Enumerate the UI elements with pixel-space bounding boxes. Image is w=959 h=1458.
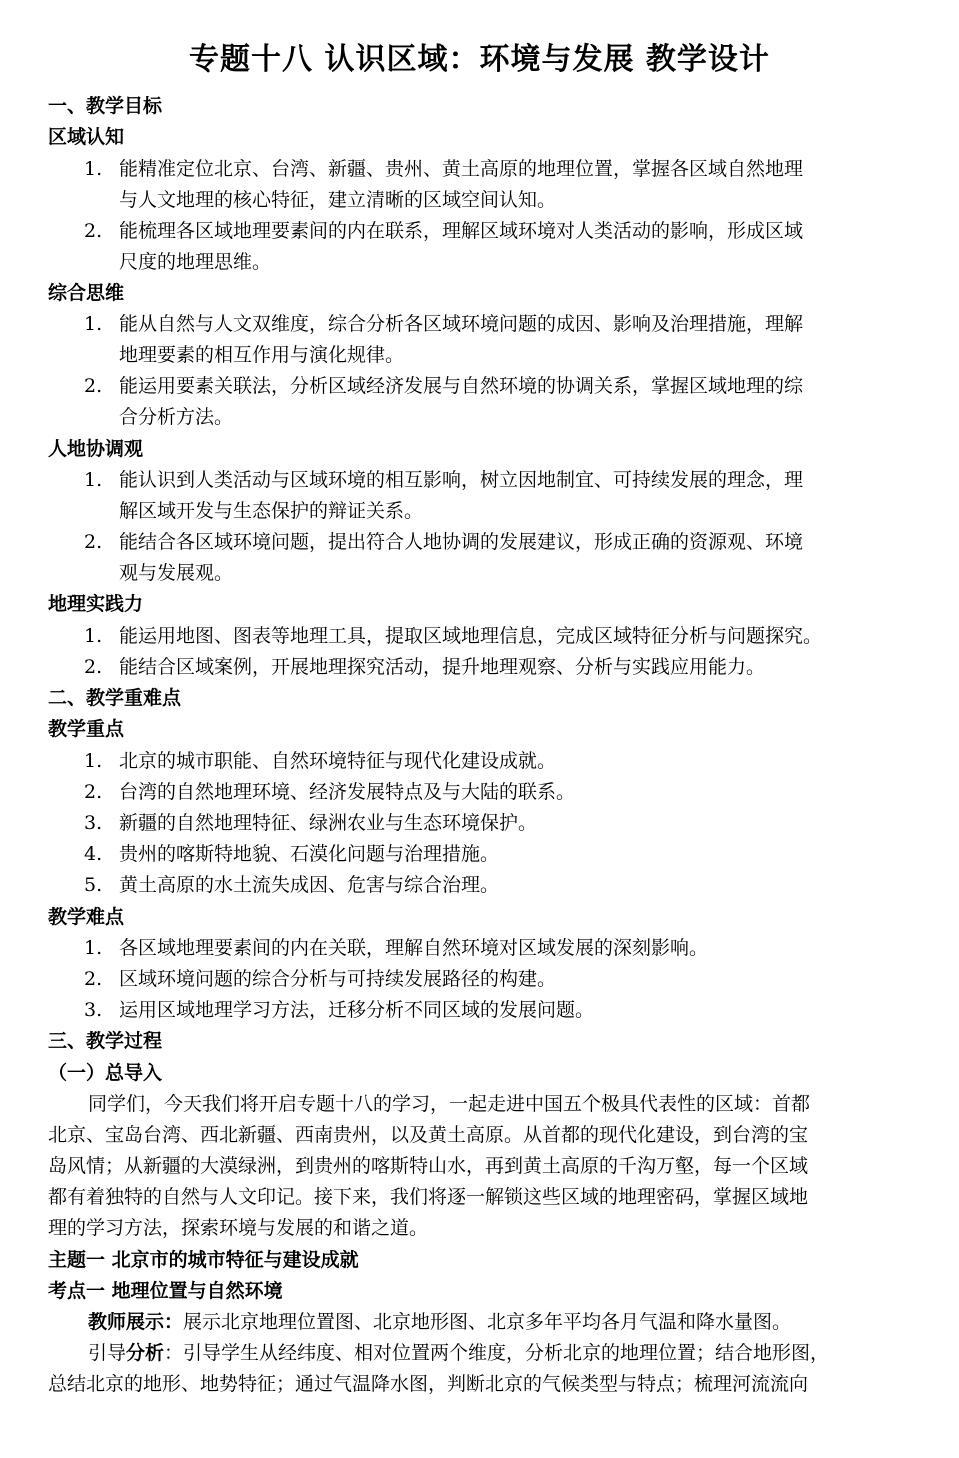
subheading-intro: （一）总导入 [48, 1062, 163, 1084]
list-number: 1. [84, 937, 103, 959]
list-item-continuation: 合分析方法。 [119, 406, 234, 428]
list-number: 1. [84, 469, 103, 491]
intro-paragraph-line: 同学们，今天我们将开启专题十八的学习，一起走进中国五个极具代表性的区域：首都 [88, 1093, 811, 1115]
list-number: 4. [84, 843, 103, 865]
list-number: 1. [84, 750, 103, 772]
list-item: 能精准定位北京、台湾、新疆、贵州、黄土高原的地理位置，掌握各区域自然地理 [119, 158, 804, 180]
list-item-continuation: 与人文地理的核心特征，建立清晰的区域空间认知。 [119, 189, 557, 211]
list-number: 2. [84, 375, 103, 397]
intro-paragraph-line: 都有着独特的自然与人文印记。接下来，我们将逐一解锁这些区域的地理密码，掌握区域地 [48, 1186, 809, 1208]
subheading-human-earth: 人地协调观 [48, 438, 144, 460]
list-item-continuation: 观与发展观。 [119, 562, 234, 584]
list-number: 5. [84, 874, 103, 896]
list-item: 能运用地图、图表等地理工具，提取区域地理信息，完成区域特征分析与问题探究。 [119, 625, 823, 647]
list-item: 能结合各区域环境问题，提出符合人地协调的发展建议，形成正确的资源观、环境 [119, 531, 804, 553]
list-number: 3. [84, 812, 103, 834]
list-number: 1. [84, 313, 103, 335]
section-heading-key-points: 二、教学重难点 [48, 687, 182, 709]
teacher-display-label: 教师展示： [88, 1311, 184, 1333]
document-title: 专题十八 认识区域：环境与发展 教学设计 [189, 42, 770, 77]
list-item: 北京的城市职能、自然环境特征与现代化建设成就。 [119, 750, 557, 772]
topic-heading: 主题一 北京市的城市特征与建设成就 [48, 1249, 359, 1271]
list-item: 区域环境问题的综合分析与可持续发展路径的构建。 [119, 968, 557, 990]
exam-point-heading: 考点一 地理位置与自然环境 [48, 1280, 283, 1302]
guide-analysis-line [88, 1338, 829, 1368]
list-item: 黄土高原的水土流失成因、危害与综合治理。 [119, 874, 500, 896]
list-item: 能梳理各区域地理要素间的内在联系，理解区域环境对人类活动的影响，形成区域 [119, 220, 804, 242]
section-heading-process: 三、教学过程 [48, 1030, 163, 1052]
subheading-difficulties: 教学难点 [48, 906, 125, 928]
teacher-display-line [88, 1307, 791, 1337]
list-item: 能运用要素关联法，分析区域经济发展与自然环境的协调关系，掌握区域地理的综 [119, 375, 804, 397]
list-number: 1. [84, 625, 103, 647]
list-number: 2. [84, 656, 103, 678]
guide-analysis-continuation: 总结北京的地形、地势特征；通过气温降水图，判断北京的气候类型与特点；梳理河流流向 [48, 1373, 809, 1395]
list-item-continuation: 地理要素的相互作用与演化规律。 [119, 344, 405, 366]
guide-label-a: 引导 [88, 1342, 127, 1364]
list-item: 能认识到人类活动与区域环境的相互影响，树立因地制宜、可持续发展的理念，理 [119, 469, 804, 491]
list-number: 3. [84, 999, 103, 1021]
list-number: 2. [84, 531, 103, 553]
subheading-practice: 地理实践力 [48, 593, 144, 615]
subheading-regional-cognition: 区域认知 [48, 126, 125, 148]
list-number: 2. [84, 968, 103, 990]
list-item: 能从自然与人文双维度，综合分析各区域环境问题的成因、影响及治理措施，理解 [119, 313, 804, 335]
section-heading-objectives: 一、教学目标 [48, 95, 163, 117]
list-item: 贵州的喀斯特地貌、石漠化问题与治理措施。 [119, 843, 500, 865]
list-item: 运用区域地理学习方法，迁移分析不同区域的发展问题。 [119, 999, 595, 1021]
intro-paragraph-line: 北京、宝岛台湾、西北新疆、西南贵州，以及黄土高原。从首都的现代化建设，到台湾的宝 [48, 1124, 809, 1146]
intro-paragraph-line: 岛风情；从新疆的大漠绿洲，到贵州的喀斯特山水，再到黄土高原的千沟万壑，每一个区域 [48, 1155, 809, 1177]
list-number: 2. [84, 220, 103, 242]
guide-label-b: 分析 [126, 1342, 165, 1364]
list-item: 各区域地理要素间的内在关联，理解自然环境对区域发展的深刻影响。 [119, 937, 709, 959]
list-item: 台湾的自然地理环境、经济发展特点及与大陆的联系。 [119, 781, 576, 803]
list-item: 新疆的自然地理特征、绿洲农业与生态环境保护。 [119, 812, 538, 834]
subheading-key-points: 教学重点 [48, 718, 125, 740]
teacher-display-text: 展示北京地理位置图、北京地形图、北京多年平均各月气温和降水量图。 [183, 1311, 792, 1333]
list-item-continuation: 尺度的地理思维。 [119, 251, 272, 273]
list-item-continuation: 解区域开发与生态保护的辩证关系。 [119, 500, 424, 522]
guide-analysis-text: ：引导学生从经纬度、相对位置两个维度，分析北京的地理位置；结合地形图， [164, 1342, 830, 1364]
list-number: 2. [84, 781, 103, 803]
intro-paragraph-line: 理的学习方法，探索环境与发展的和谐之道。 [48, 1217, 429, 1239]
list-item: 能结合区域案例，开展地理探究活动，提升地理观察、分析与实践应用能力。 [119, 656, 766, 678]
list-number: 1. [84, 158, 103, 180]
subheading-comprehensive-thinking: 综合思维 [48, 282, 125, 304]
